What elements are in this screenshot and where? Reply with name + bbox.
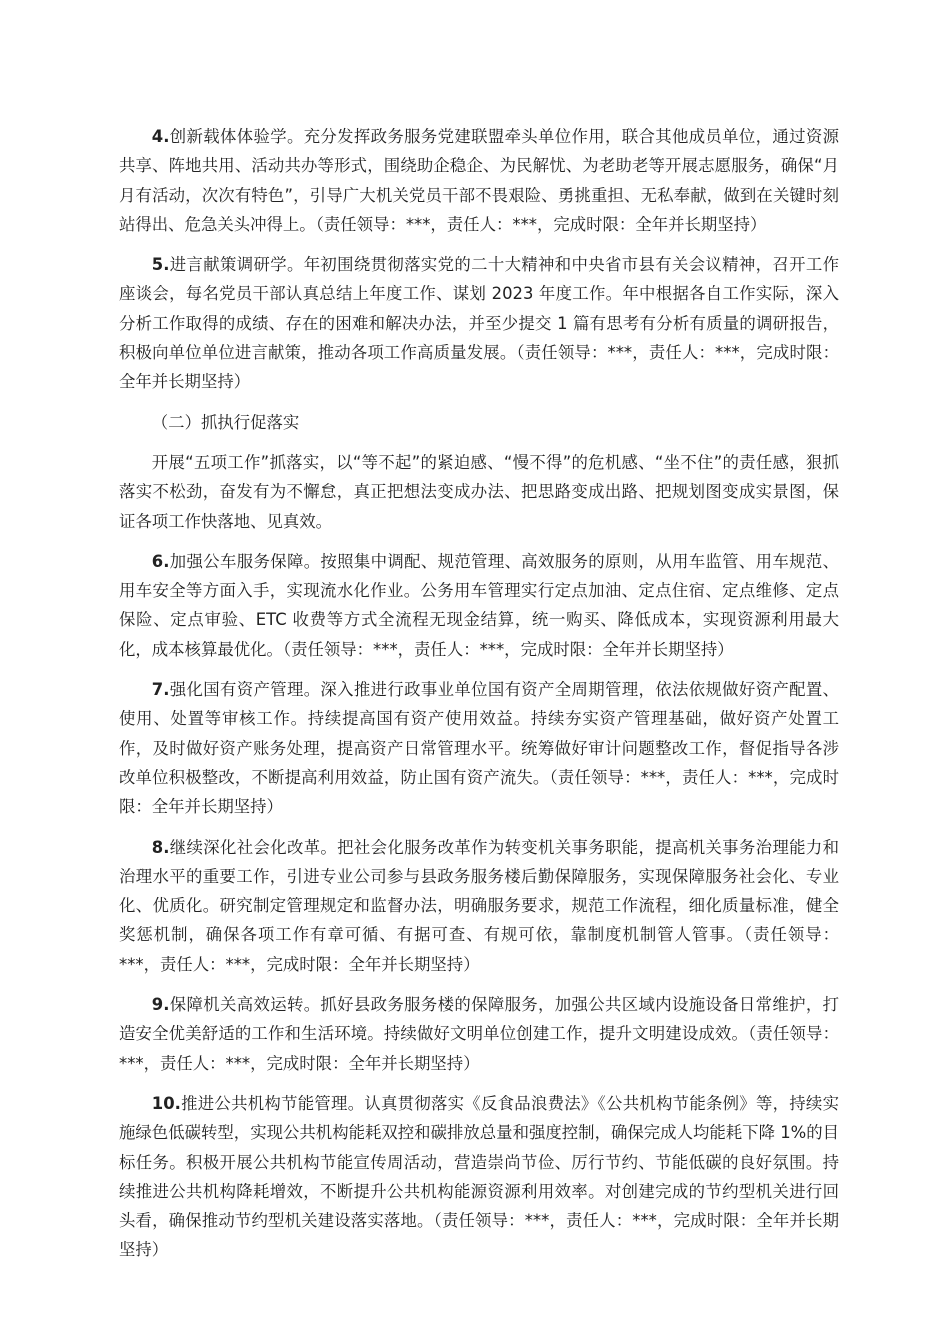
item-number: 8. — [151, 837, 170, 857]
paragraph-item-10 — [119, 1089, 839, 1265]
item-number: 4. — [151, 127, 170, 146]
item-number: 10. — [151, 1093, 181, 1113]
paragraph-item-9 — [119, 990, 839, 1078]
paragraph-item-4 — [119, 122, 839, 239]
item-text: 保障机关高效运转。抓好县政务服务楼的保障服务，加强公共区域内设施设备日常维护，打造安全优美舒适的工作和生活环境。持续做好文明单位创建工作，提升文明建设成效。（责任领导：***，责任人：***，完成时限：全年并长期坚持） — [119, 995, 839, 1073]
paragraph-item-6 — [119, 547, 839, 664]
item-text: 进言献策调研学。年初围绕贯彻落实党的二十大精神和中央省市县有关会议精神，召开工作座谈会，每名党员干部认真总结上年度工作、谋划 2023 年度工作。年中根据各自工作实际，深入分析工作取得的成绩、存在的困难和解决办法，并至少提交 1 篇有思考有分析有质量的调研报告，积极向单位单位进言献策，推动各项工作高质量发展。（责任领导：***，责任人：***，完成时限：全年并长期坚持） — [119, 255, 839, 392]
paragraph-item-5 — [119, 250, 839, 396]
item-number: 9. — [151, 995, 170, 1015]
item-number: 7. — [151, 680, 170, 700]
section-intro: 开展“五项工作”抓落实，以“等不起”的紧迫感、“慢不得”的危机感、“坐不住”的责任感，狠抓落实不松劲，奋发有为不懈怠，真正把想法变成办法、把思路变成出路、把规划图变成实景图，保证各项工作快落地、见真效。 — [119, 452, 839, 531]
paragraph-item-8 — [119, 833, 839, 979]
document-body — [119, 122, 839, 1276]
paragraph-item-7 — [119, 675, 839, 821]
item-text: 继续深化社会化改革。把社会化服务改革作为转变机关事务职能，提高机关事务治理能力和治理水平的重要工作，引进专业公司参与县政务服务楼后勤保障服务，实现保障服务社会化、专业化、优质化。研究制定管理规定和监督办法，明确服务要求，规范工作流程，细化质量标准，健全奖惩机制，确保各项工作有章可循、有据可查、有规可依，靠制度机制管人管事。（责任领导：***，责任人：***，完成时限：全年并长期坚持） — [119, 837, 839, 974]
item-text: 强化国有资产管理。深入推进行政事业单位国有资产全周期管理，依法依规做好资产配置、使用、处置等审核工作。持续提高国有资产使用效益。持续夯实资产管理基础，做好资产处置工作，及时做好资产账务处理，提高资产日常管理水平。统筹做好审计问题整改工作，督促指导各涉改单位积极整改，不断提高利用效益，防止国有资产流失。（责任领导：***，责任人：***，完成时限：全年并长期坚持） — [119, 680, 839, 817]
item-text: 推进公共机构节能管理。认真贯彻落实《反食品浪费法》《公共机构节能条例》等，持续实施绿色低碳转型，实现公共机构能耗双控和碳排放总量和强度控制，确保完成人均能耗下降 1%的目标任务。积极开展公共机构节能宣传周活动，营造崇尚节俭、厉行节约、节能低碳的良好氛围。持续推进公共机构降耗增效，不断提升公共机构能源资源利用效率。对创建完成的节约型机关进行回头看，确保推动节约型机关建设落实落地。（责任领导：***，责任人：***，完成时限：全年并长期坚持） — [119, 1093, 839, 1260]
item-text: 加强公车服务保障。按照集中调配、规范管理、高效服务的原则，从用车监管、用车规范、用车安全等方面入手，实现流水化作业。公务用车管理实行定点加油、定点住宿、定点维修、定点保险、定点审验、ETC 收费等方式全流程无现金结算，统一购买、降低成本，实现资源利用最大化，成本核算最优化。（责任领导：***，责任人：***，完成时限：全年并长期坚持） — [119, 551, 839, 659]
item-number: 6. — [151, 551, 170, 571]
item-text: 创新载体体验学。充分发挥政务服务党建联盟牵头单位作用，联合其他成员单位，通过资源共享、阵地共用、活动共办等形式，围绕助企稳企、为民解忧、为老助老等开展志愿服务，确保“月月有活动，次次有特色”，引导广大机关党员干部不畏艰险、勇挑重担、无私奉献，做到在关键时刻站得出、危急关头冲得上。（责任领导：***，责任人：***，完成时限：全年并长期坚持） — [119, 127, 839, 234]
section-heading: （二）抓执行促落实 — [151, 412, 300, 432]
item-number: 5. — [151, 255, 170, 275]
